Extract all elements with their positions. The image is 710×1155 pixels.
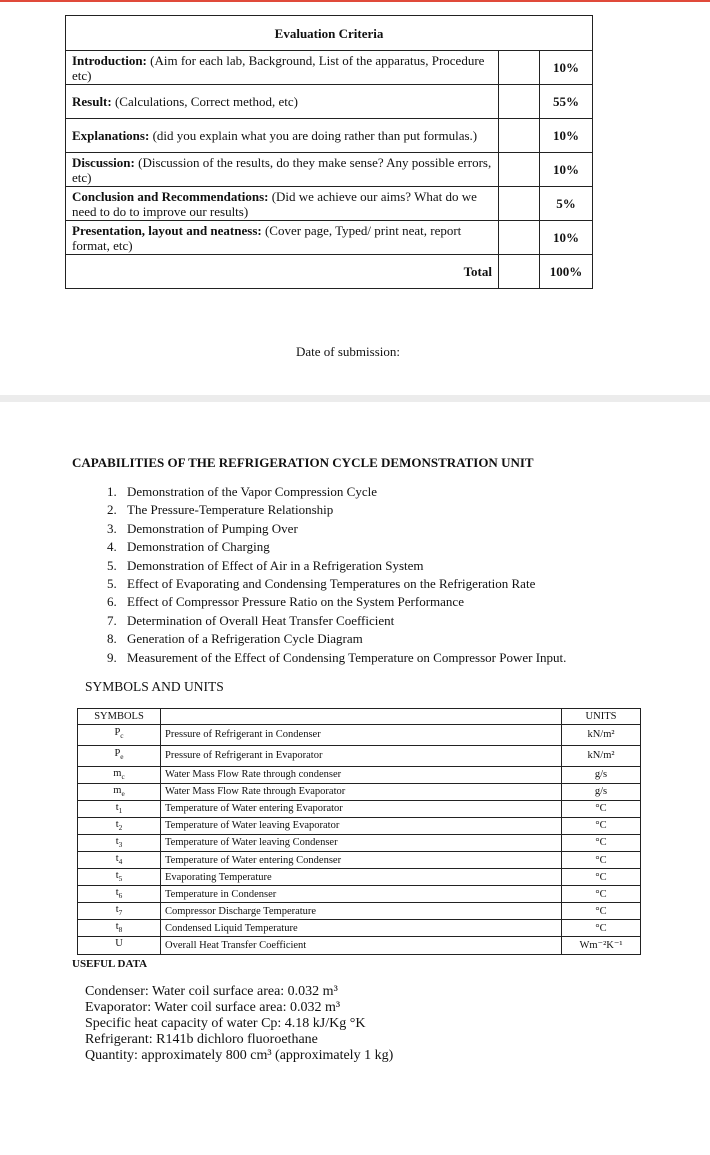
table-row (78, 851, 641, 868)
table-row (78, 937, 641, 954)
criteria-weight: 10% (540, 119, 593, 153)
item-number: 5. (107, 575, 117, 591)
symbol-cell (78, 724, 161, 745)
symbol-unit: °C (562, 834, 641, 851)
table-row (78, 766, 641, 783)
symbol: U (115, 938, 123, 950)
symbol-description: Temperature of Water leaving Evaporator (161, 817, 562, 834)
symbol-description: Pressure of Refrigerant in Condenser (161, 724, 562, 745)
item-text: Demonstration of Effect of Air in a Refrigeration System (127, 557, 424, 573)
symbol: t (115, 852, 119, 864)
criteria-weight: 10% (540, 51, 593, 85)
criteria-desc: (Discussion of the results, do they make sense? Any possible errors, etc) (72, 154, 492, 185)
criteria-desc: (Cover page, Typed/ print neat, report format, etc) (72, 222, 462, 253)
item-text: Effect of Evaporating and Condensing Temperatures on the Refrigeration Rate (127, 575, 536, 591)
symbol-cell (78, 783, 161, 800)
symbol: t (115, 870, 119, 882)
score-cell (499, 119, 540, 153)
symbols-table (77, 708, 641, 955)
item-text: Demonstration of the Vapor Compression Cycle (127, 484, 377, 499)
table-row (78, 886, 641, 903)
symbol-description: Condensed Liquid Temperature (161, 920, 562, 937)
symbol-cell (78, 869, 161, 886)
symbols-heading: SYMBOLS AND UNITS (85, 679, 224, 694)
col-symbols: SYMBOLS (78, 709, 161, 725)
useful-data-line: Quantity: approximately 800 cm³ (approximately 1 kg) (85, 1048, 394, 1063)
page-separator (0, 395, 710, 402)
item-text: Determination of Overall Heat Transfer Coefficient (127, 612, 395, 628)
item-number: 7. (107, 612, 117, 628)
symbol: m (113, 784, 122, 796)
list-item (107, 612, 566, 630)
item-number: 2. (107, 502, 117, 518)
criteria-desc: (Aim for each lab, Background, List of the apparatus, Procedure etc) (72, 52, 485, 83)
table-title: Evaluation Criteria (66, 16, 593, 51)
item-text: Effect of Compressor Pressure Ratio on the System Performance (127, 594, 464, 610)
symbol-cell (78, 851, 161, 868)
symbol-subscript: e (120, 752, 124, 762)
date-of-submission: Date of submission: (296, 344, 400, 359)
capabilities-title: CAPABILITIES OF THE REFRIGERATION CYCLE DEMONSTRATION UNIT (72, 455, 534, 470)
useful-data-line: Specific heat capacity of water Cp: 4.18 kJ/Kg °K (85, 1016, 366, 1031)
symbol: t (115, 904, 119, 916)
list-item (107, 649, 566, 667)
symbol: P (114, 748, 121, 760)
symbol-description: Water Mass Flow Rate through condenser (161, 766, 562, 783)
table-row (78, 834, 641, 851)
symbol-description: Temperature of Water entering Evaporator (161, 800, 562, 817)
symbol-subscript: 4 (118, 857, 123, 867)
list-item (107, 520, 566, 538)
symbol-unit: °C (562, 800, 641, 817)
score-cell (499, 85, 540, 119)
symbol-unit: kN/m² (562, 724, 641, 745)
top-accent-line (0, 0, 710, 2)
symbol-subscript: 8 (118, 925, 123, 935)
symbol-cell (78, 886, 161, 903)
table-row (78, 724, 641, 745)
symbol-cell (78, 766, 161, 783)
total-label: Total (66, 255, 499, 289)
symbol-unit: °C (562, 851, 641, 868)
symbol-cell (78, 745, 161, 766)
criteria-weight: 10% (540, 221, 593, 255)
score-cell (499, 221, 540, 255)
symbol-description: Overall Heat Transfer Coefficient (161, 937, 562, 954)
criteria-desc: (Calculations, Correct method, etc) (111, 94, 298, 109)
item-number: 6. (107, 594, 117, 610)
table-row (78, 903, 641, 920)
criteria-name: Result: (72, 94, 112, 109)
symbol-subscript: 3 (118, 839, 123, 849)
table-row (78, 745, 641, 766)
useful-data-line: Refrigerant: R141b dichloro fluoroethane (85, 1032, 318, 1047)
evaluation-criteria-table (65, 15, 593, 289)
list-item (107, 575, 566, 593)
list-item (107, 630, 566, 648)
criteria-weight: 55% (540, 85, 593, 119)
symbol-description: Compressor Discharge Temperature (161, 903, 562, 920)
symbol-subscript: 1 (118, 805, 123, 815)
symbol-cell (78, 920, 161, 937)
symbol-unit: °C (562, 886, 641, 903)
list-item (107, 593, 566, 611)
symbol-subscript: 6 (118, 891, 123, 901)
symbol-unit: Wm⁻²K⁻¹ (562, 937, 641, 954)
item-number: 4. (107, 539, 117, 555)
useful-data-line: Condenser: Water coil surface area: 0.032 m³ (85, 984, 338, 999)
symbol-description: Pressure of Refrigerant in Evaporator (161, 745, 562, 766)
list-item (107, 501, 566, 519)
symbol-unit: °C (562, 817, 641, 834)
symbol-cell (78, 903, 161, 920)
criteria-name: Explanations: (72, 128, 150, 143)
symbol: t (115, 921, 119, 933)
criteria-row (66, 221, 593, 255)
criteria-name: Introduction: (72, 52, 147, 68)
symbol: m (113, 767, 122, 779)
criteria-row (66, 85, 593, 119)
symbol-description: Temperature in Condenser (161, 886, 562, 903)
symbol-cell (78, 817, 161, 834)
criteria-desc: (Did we achieve our aims? What do we need to do to improve our results) (72, 188, 477, 219)
symbol-unit: g/s (562, 766, 641, 783)
table-row (78, 800, 641, 817)
capabilities-list (107, 483, 566, 667)
symbol-subscript: c (121, 771, 125, 781)
criteria-name: Conclusion and Recommendations: (72, 188, 269, 204)
symbol-subscript: 7 (118, 908, 123, 918)
table-row (78, 920, 641, 937)
symbol-cell (78, 834, 161, 851)
item-number: 9. (107, 649, 117, 665)
criteria-row (66, 51, 593, 85)
symbol: t (115, 835, 119, 847)
item-text: Generation of a Refrigeration Cycle Diagram (127, 631, 363, 647)
table-row (78, 783, 641, 800)
criteria-row (66, 119, 593, 153)
criteria-name: Discussion: (72, 154, 135, 170)
item-number: 3. (107, 520, 117, 536)
symbol-unit: g/s (562, 783, 641, 800)
item-number: 1. (107, 484, 117, 499)
score-cell (499, 51, 540, 85)
useful-data-title: USEFUL DATA (72, 958, 148, 970)
list-item (107, 483, 566, 501)
useful-data-lines (85, 984, 393, 1064)
item-text: Measurement of the Effect of Condensing Temperature on Compressor Power Input. (127, 649, 567, 665)
symbol-subscript: 2 (118, 822, 123, 832)
item-text: The Pressure-Temperature Relationship (127, 502, 334, 518)
criteria-row (66, 153, 593, 187)
symbol-description: Temperature of Water leaving Condenser (161, 834, 562, 851)
symbol-unit: °C (562, 869, 641, 886)
symbol-cell (78, 937, 161, 954)
symbol: t (115, 818, 119, 830)
item-number: 8. (107, 631, 117, 647)
symbol-description: Water Mass Flow Rate through Evaporator (161, 783, 562, 800)
item-text: Demonstration of Pumping Over (127, 520, 298, 536)
score-cell (499, 153, 540, 187)
item-text: Demonstration of Charging (127, 539, 270, 555)
criteria-name: Presentation, layout and neatness: (72, 222, 262, 238)
symbol-description: Temperature of Water entering Condenser (161, 851, 562, 868)
criteria-desc: (did you explain what you are doing rather than put formulas.) (149, 128, 478, 143)
symbol-cell (78, 800, 161, 817)
symbol-subscript: 5 (118, 874, 123, 884)
criteria-weight: 10% (540, 153, 593, 187)
symbol-description: Evaporating Temperature (161, 869, 562, 886)
table-row (78, 869, 641, 886)
useful-data-line: Evaporator: Water coil surface area: 0.032 m³ (85, 1000, 341, 1015)
item-number: 5. (107, 557, 117, 573)
symbol-unit: °C (562, 903, 641, 920)
col-units: UNITS (562, 709, 641, 725)
score-cell (499, 187, 540, 221)
criteria-weight: 5% (540, 187, 593, 221)
symbol: P (114, 727, 121, 739)
symbol-subscript: e (121, 788, 125, 798)
symbol: t (115, 887, 119, 899)
symbol-subscript: c (120, 731, 124, 741)
symbol-unit: °C (562, 920, 641, 937)
table-row (78, 817, 641, 834)
list-item (107, 557, 566, 575)
symbol-unit: kN/m² (562, 745, 641, 766)
total-value: 100% (540, 255, 593, 289)
list-item (107, 538, 566, 556)
criteria-row (66, 187, 593, 221)
symbol: t (115, 801, 119, 813)
